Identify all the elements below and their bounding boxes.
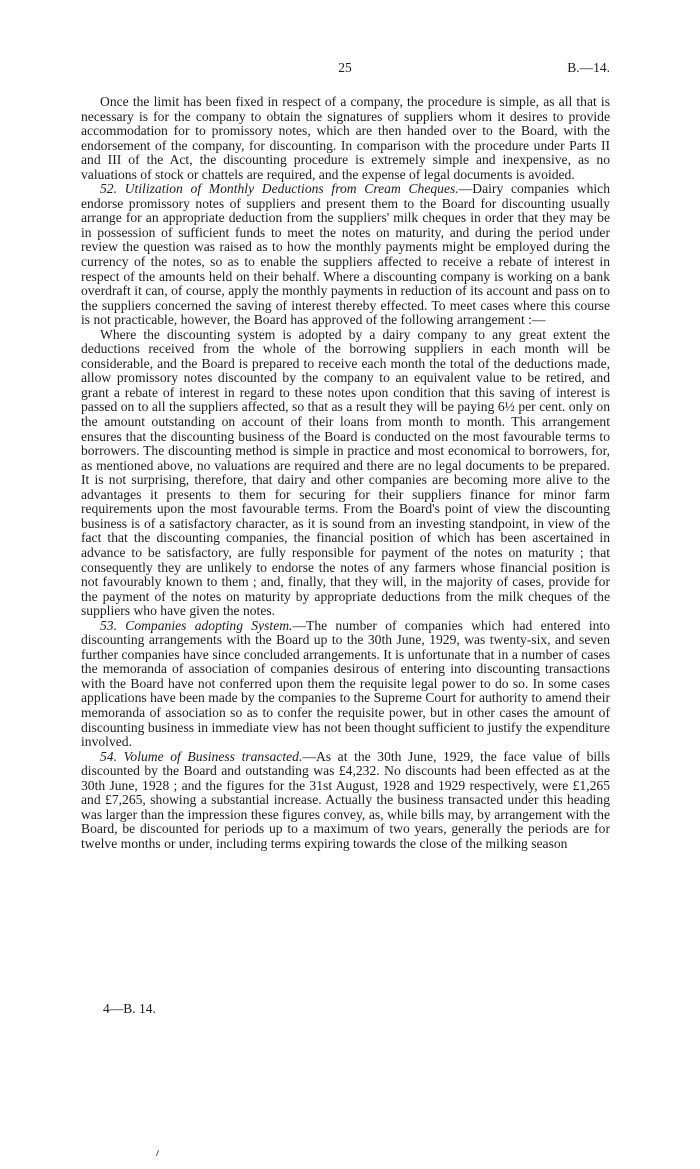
stray-ink-mark (156, 1150, 159, 1156)
page-header (80, 60, 610, 80)
paragraph-discounting-procedure (81, 95, 610, 182)
paragraph-text: Once the limit has been fixed in respect of a company, the procedure is simple, as all that is necessary is for the company to obtain the signatures of suppliers whom it desires to provide accommodation for to promissory notes, which are then handed over to the Board, with the endorsement of the company, for discounting. In comparison with the procedure under Parts II and III of the Act, the discounting procedure is extremely simple and inexpensive, as no valuations of stock or chattels are required, and the expense of legal documents is avoided. (81, 94, 610, 182)
document-body (81, 95, 610, 851)
section-heading: 54. Volume of Business transacted. (100, 748, 303, 764)
paragraph-text: —Dairy companies which endorse promissory notes of suppliers and present them to the Board for discounting usually arrange for an appropriate deduction from the suppliers' milk cheques in order that they may be in possession of sufficient funds to meet the notes on maturity, and during the period under review the question was raised as to how the monthly payments might be employed during the currency of the notes, so as to enable the suppliers affected to receive a rebate of interest in respect of the amounts held on their behalf. Where a discounting company is working on a bank overdraft it can, of course, apply the monthly payments in reduction of its account and pass on to the suppliers concerned the saving of interest thereby effected. To meet cases where this course is not practicable, however, the Board has approved of the following arrangement :— (81, 181, 610, 328)
paragraph-text: —As at the 30th June, 1929, the face value of bills discounted by the Board and outstanding was £4,232. No discounts had been effected as at the 30th June, 1928 ; and the figures for the 31st August, 1928 and 1929 respectively, were £1,265 and £7,265, showing a substantial increase. Actually the business transacted under this heading was larger than the impression these figures convey, as, while bills may, by arrangement with the Board, be discounted for periods up to a maximum of two years, generally the periods are for twelve months or under, including terms expiring towards the close of the milking season (81, 748, 610, 851)
page-number: 25 (338, 60, 352, 75)
paragraph-text: Where the discounting system is adopted by a dairy company to any great extent the deductions received from the whole of the borrowing suppliers in each month will be considerable, and the Board is prepared to receive each month the total of the deductions made, allow promissory notes discounted by the company to an equivalent value to be retired, and grant a rebate of interest in regard to these notes upon condition that this saving of interest is passed on to all the suppliers affected, so that as a result they will be paying 6½ per cent. only on the amount outstanding on account of their loans from month to month. This arrangement ensures that the discounting business of the Board is conducted on the most favourable terms to borrowers. The discounting method is simple in practice and most economical to borrowers, for, as mentioned above, no valuations are required and there are no legal documents to be prepared. It is not surprising, therefore, that dairy and other companies are becoming more alive to the advantages it presents to them for securing for their suppliers finance for minor farm requirements upon the most favourable terms. From the Board's point of view the discounting business is of a satisfactory character, as it is sound from an investing standpoint, in view of the fact that the discounting companies, the financial position of which has been ascertained in advance to be satisfactory, are fully responsible for payment of the notes on maturity ; that consequently they are unlikely to endorse the notes of any farmers whose financial position is not favourably known to them ; and, finally, that they will, in the majority of cases, provide for the payment of the notes on maturity by appropriate deductions from the milk cheques of the suppliers who have given the notes. (81, 326, 610, 619)
paragraph-54-volume (81, 750, 610, 852)
paragraph-text: —The number of companies which had entered into discounting arrangements with the Board up to the 30th June, 1929, was twenty-six, and seven further companies have since concluded arrangements. It is unfortunate that in a number of cases the memoranda of association of companies desirous of entering into discounting transactions with the Board have not conferred upon them the requisite legal power to do so. In some cases applications have been made by the companies to the Supreme Court for authority to amend their memoranda of association so as to confer the requisite power, but in other cases the amount of discounting business in immediate view has not been thought sufficient to justify the expenditure involved. (81, 617, 610, 750)
signature-mark: 4—B. 14. (103, 1001, 156, 1016)
section-heading: 53. Companies adopting System. (100, 617, 293, 633)
paragraph-53-companies (81, 619, 610, 750)
paragraph-arrangement (81, 328, 610, 619)
paragraph-52-monthly-deductions (81, 182, 610, 327)
document-reference: B.—14. (567, 60, 610, 75)
section-heading: 52. Utilization of Monthly Deductions from Cream Cheques. (100, 181, 459, 197)
